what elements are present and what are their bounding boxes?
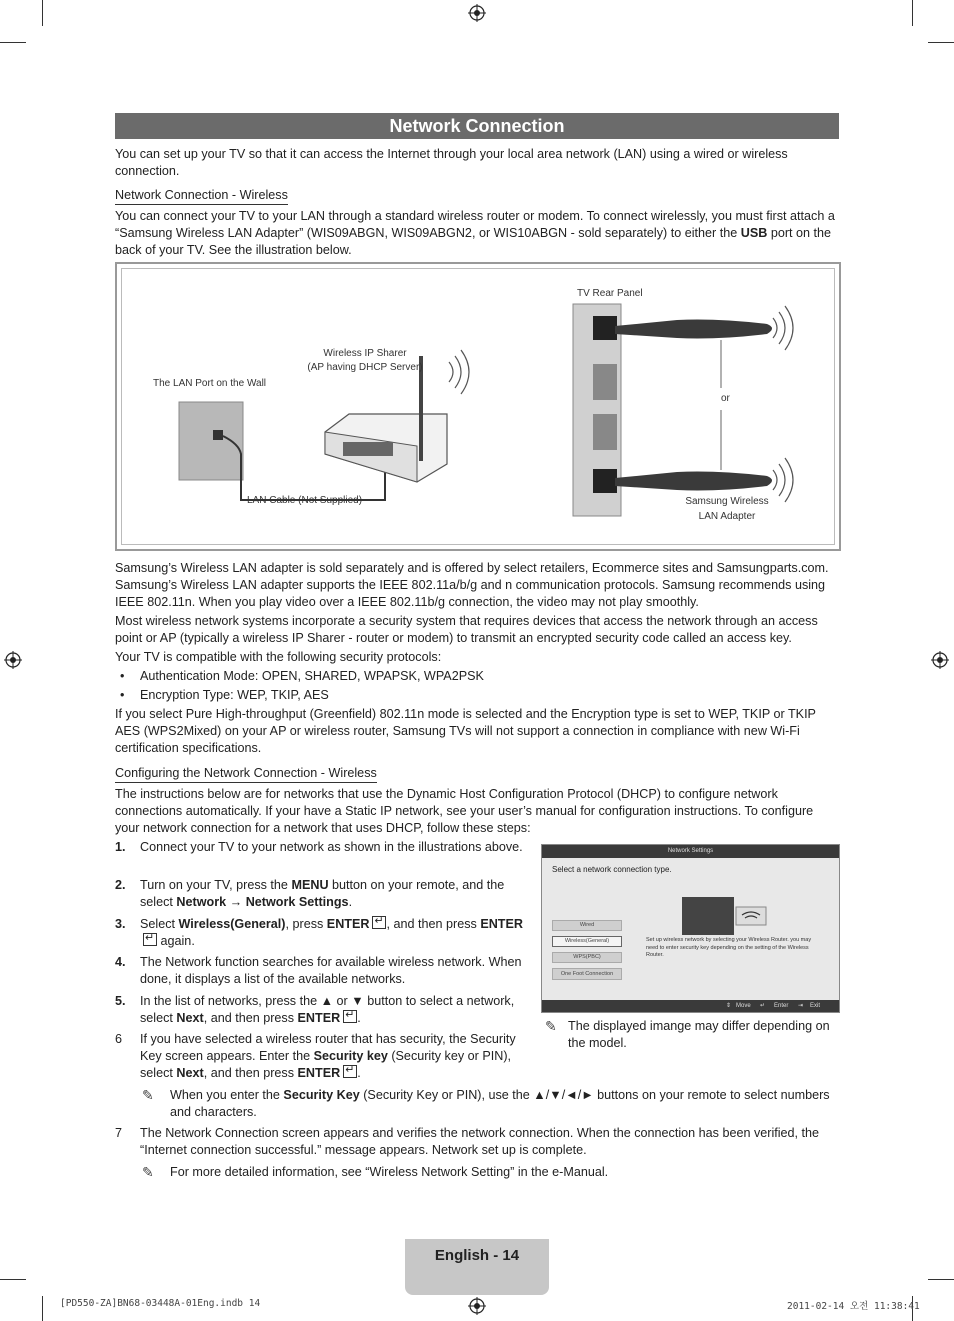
enter-label: ENTER xyxy=(297,1065,341,1080)
enter-icon xyxy=(143,933,157,946)
enter-icon xyxy=(372,916,386,929)
option-one-foot-connection[interactable]: One Foot Connection xyxy=(552,968,622,980)
enter-icon xyxy=(343,1065,357,1078)
step-number: 3. xyxy=(115,917,126,931)
adapter-signal-icon xyxy=(773,306,793,350)
note-text: The displayed imange may differ depending on the model. xyxy=(568,1019,830,1050)
or-label: or xyxy=(721,393,730,404)
note-pencil-icon: ✎ xyxy=(142,1087,154,1103)
enter-label: ENTER xyxy=(480,917,523,931)
step-number: 7 xyxy=(115,1126,123,1140)
bullet-text: Encryption Type: WEP, TKIP, AES xyxy=(140,688,329,702)
wireless-heading: Network Connection - Wireless xyxy=(115,187,288,205)
bullet-text: Authentication Mode: OPEN, SHARED, WPAPSK, WPA2PSK xyxy=(140,669,484,683)
panel-label: TV Rear Panel xyxy=(577,288,643,299)
registration-mark-icon xyxy=(4,651,22,669)
bullet-dot: • xyxy=(120,688,125,702)
text-run: , and then press xyxy=(386,917,481,931)
usb-label: USB xyxy=(740,225,768,240)
screen-description: Set up wireless network by selecting your Wireless Router. you may need to enter security key depending on the setting of the Wireless Router. xyxy=(646,937,812,958)
option-wireless-general[interactable]: Wireless(General) xyxy=(552,936,622,947)
text-run: again. xyxy=(157,933,195,948)
next-label: Next xyxy=(176,1010,204,1025)
protocols-paragraph: Your TV is compatible with the following security protocols: xyxy=(115,650,442,664)
text-run: In the list of networks, press the ▲ or ▼ button to select a network, select xyxy=(140,994,515,1025)
screen-footer xyxy=(542,1000,839,1012)
usb-port-top xyxy=(593,316,617,340)
note-pencil-icon: ✎ xyxy=(142,1164,154,1180)
menu-label: MENU xyxy=(291,878,329,892)
crop-mark xyxy=(912,0,913,26)
text-run: . xyxy=(348,894,353,909)
move-label: Move xyxy=(736,1003,751,1009)
file-slug: [PD550-ZA]BN68-03448A-01Eng.indb 14 xyxy=(60,1298,261,1309)
adapter-label-2: LAN Adapter xyxy=(698,511,756,522)
text-run: (Security key or PIN), select xyxy=(140,1048,512,1080)
next-label: Next xyxy=(176,1065,204,1080)
usb-port-bottom xyxy=(593,469,617,493)
page-number-tab xyxy=(405,1239,549,1295)
crop-mark xyxy=(42,1296,43,1321)
exit-label: Exit xyxy=(810,1003,821,1009)
security-paragraph: Most wireless network systems incorporate a security system that requires devices that access the network through an access point or AP (typically a wireless IP Sharer - router or modem) to transmit an encrypted security code called an access key. xyxy=(115,614,818,645)
wireless-adapter-bottom xyxy=(615,472,772,491)
wall-port-plate xyxy=(179,402,243,480)
text-run: Select xyxy=(140,917,179,931)
wall-lan-jack xyxy=(213,430,223,440)
router-tv-picture xyxy=(680,891,770,937)
text-run: . xyxy=(357,1065,361,1080)
note-pencil-icon: ✎ xyxy=(545,1018,557,1034)
security-key-label: Security Key xyxy=(283,1088,360,1102)
adapter-label-1: Samsung Wireless xyxy=(685,496,769,507)
cable-label: LAN Cable (Not Supplied) xyxy=(247,495,363,506)
option-wired[interactable]: Wired xyxy=(552,920,622,931)
adapter-paragraph: Samsung’s Wireless LAN adapter is sold separately and is offered by select retailers, Ecommerce sites and Samsungparts.com. Samsung’s Wireless LAN adapter supports the IEEE 802.11a/b/g and n communication protocols. Samsung recommends using IEEE 802.11n. When you play video over a IEEE 802.11b/g connection, the video may not play smoothly. xyxy=(115,561,829,609)
exit-icon: ⇥ xyxy=(798,1003,804,1009)
step-text xyxy=(140,993,525,1027)
wireless-adapter-top xyxy=(615,320,772,339)
network-label: Network xyxy=(176,894,227,909)
wireless-general-label: Wireless(General) xyxy=(178,917,286,931)
router-ports xyxy=(343,442,393,456)
date-slug: 2011-02-14 오전 11:38:41 xyxy=(787,1301,920,1312)
screen-title-bar: Network Settings xyxy=(542,845,839,858)
crop-mark xyxy=(928,42,954,43)
note-text: For more detailed information, see “Wireless Network Setting” in the e-Manual. xyxy=(170,1165,609,1179)
hdmi-port xyxy=(593,414,617,450)
enter-label: ENTER xyxy=(297,1010,341,1025)
wall-port-label: The LAN Port on the Wall xyxy=(153,378,267,389)
step-number: 4. xyxy=(115,955,126,969)
crop-mark xyxy=(0,42,26,43)
sharer-label-1: Wireless IP Sharer xyxy=(323,348,407,359)
move-icon: ⇕ xyxy=(726,1003,732,1009)
crop-mark xyxy=(42,0,43,26)
step-text xyxy=(140,877,525,911)
hdmi-port xyxy=(593,364,617,400)
text-run: (Security Key or PIN), use the ▲/▼/◄/► buttons on your remote to select numbers and characters. xyxy=(170,1088,830,1119)
registration-mark-icon xyxy=(468,1297,486,1315)
crop-mark xyxy=(928,1279,954,1280)
config-intro: The instructions below are for networks that use the Dynamic Host Configuration Protocol (DHCP) to configure network connections automatically. If your have a Static IP network, see your user’s manual for configuration instructions. To configure your network connection for a network that uses DHCP, follow these steps: xyxy=(115,787,814,835)
network-settings-label: Network Settings xyxy=(245,894,349,909)
step-text: The Network function searches for available wireless network. When done, it displays a list of the available networks. xyxy=(140,955,522,986)
text-run: You can connect your TV to your LAN through a standard wireless router or modem. To connect wirelessly, you must first attach a “Samsung Wireless LAN Adapter” (WIS09ABGN, WIS09ABGN2, or WIS10ABGN - sold separately) to either the xyxy=(115,209,835,240)
greenfield-paragraph: If you select Pure High-throughput (Greenfield) 802.11n mode is selected and the Encryption type is set to WEP, TKIP or TKIP AES (WPS2Mixed) on your AP or wireless router, Samsung TVs will not support a connection in compliance with new Wi-Fi certification specifications. xyxy=(115,707,816,755)
intro-paragraph: You can set up your TV so that it can access the Internet through your local area network (LAN) using a wired or wireless connection. xyxy=(115,147,788,178)
router-signal-icon xyxy=(449,350,469,394)
text-run: , and then press xyxy=(203,1010,298,1025)
text-run: When you enter the xyxy=(170,1088,284,1102)
step-text: The Network Connection screen appears and verifies the network connection. When the connection has been verified, the “Internet connection successful.” message appears. Network set up is complete. xyxy=(140,1126,820,1157)
text-run: → xyxy=(226,894,246,909)
text-run: button on your remote, and the select xyxy=(140,878,505,909)
page-number: English - 14 xyxy=(434,1247,520,1264)
bullet-dot: • xyxy=(120,669,125,683)
step-number: 5. xyxy=(115,994,126,1008)
enter-label: ENTER xyxy=(326,917,370,931)
text-run: Turn on your TV, press the xyxy=(140,878,292,892)
registration-mark-icon xyxy=(468,4,486,22)
registration-mark-icon xyxy=(931,651,949,669)
page-title: Network Connection xyxy=(115,113,839,139)
note-text xyxy=(170,1087,839,1121)
text-run: , press xyxy=(285,917,327,931)
connection-illustration xyxy=(115,262,841,551)
wireless-paragraph xyxy=(115,208,839,258)
enter-icon xyxy=(343,1010,357,1023)
enter-label: Enter xyxy=(774,1003,789,1009)
text-run: port on the back of your TV. See the illustration below. xyxy=(115,225,832,257)
step-text xyxy=(140,916,525,950)
crop-mark xyxy=(0,1279,26,1280)
text-run: , and then press xyxy=(203,1065,298,1080)
text-run: . xyxy=(357,1010,361,1025)
network-settings-screen xyxy=(541,844,840,1013)
step-number: 1. xyxy=(115,840,126,854)
sharer-label-2: (AP having DHCP Server) xyxy=(307,362,423,373)
option-wps-pbc[interactable]: WPS(PBC) xyxy=(552,952,622,963)
screen-subtitle: Select a network connection type. xyxy=(552,865,672,874)
step-number: 6 xyxy=(115,1032,123,1046)
text-run: If you have selected a wireless router that has security, the Security Key screen appears. Enter the xyxy=(140,1032,516,1063)
step-text: Connect your TV to your network as shown in the illustrations above. xyxy=(140,840,523,854)
enter-icon: ↵ xyxy=(760,1003,766,1009)
step-text xyxy=(140,1031,525,1081)
step-number: 2. xyxy=(115,878,126,892)
security-key-label: Security key xyxy=(313,1048,388,1063)
config-heading: Configuring the Network Connection - Wireless xyxy=(115,765,377,783)
